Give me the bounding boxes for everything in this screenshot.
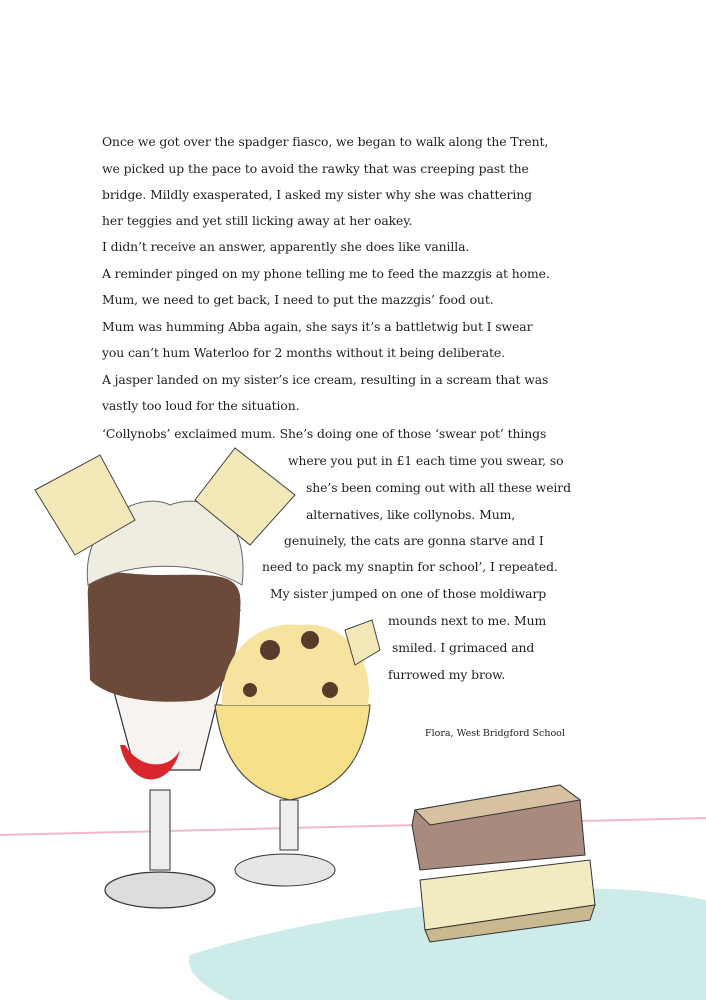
story-line: she’s been coming out with all these weird <box>306 480 571 495</box>
story-line: where you put in £1 each time you swear, so <box>288 453 564 468</box>
story-line: My sister jumped on one of those moldiwarp <box>270 586 547 601</box>
story-line: her teggies and yet still licking away at her oakey. <box>102 213 413 228</box>
author-attribution: Flora, West Bridgford School <box>425 728 565 739</box>
story-line: Once we got over the spadger fiasco, we began to walk along the Trent, <box>102 134 549 149</box>
story-line: need to pack my snaptin for school’, I repeated. <box>262 559 558 574</box>
story-line: we picked up the pace to avoid the rawky that was creeping past the <box>102 161 529 176</box>
story-line: furrowed my brow. <box>388 667 506 682</box>
story-line: you can’t hum Waterloo for 2 months without it being deliberate. <box>102 345 505 360</box>
story-line: A reminder pinged on my phone telling me to feed the mazzgis at home. <box>102 266 550 281</box>
story-line: A jasper landed on my sister’s ice cream, resulting in a scream that was <box>102 372 549 387</box>
story-line: I didn’t receive an answer, apparently she does like vanilla. <box>102 239 470 254</box>
table-edge-line <box>0 818 706 835</box>
story-line: genuinely, the cats are gonna starve and I <box>284 533 544 548</box>
story-line: bridge. Mildly exasperated, I asked my sister why she was chattering <box>102 187 532 202</box>
story-line: Mum, we need to get back, I need to put the mazzgis’ food out. <box>102 292 494 307</box>
yellow-sundae-icon <box>215 620 380 886</box>
story-line: smiled. I grimaced and <box>392 640 535 655</box>
story-line: mounds next to me. Mum <box>388 613 547 628</box>
story-line: vastly too loud for the situation. <box>102 398 300 413</box>
story-line: Mum was humming Abba again, she says it’s a battletwig but I swear <box>102 319 533 334</box>
wafer-sandwich-icon <box>412 785 595 942</box>
story-line: alternatives, like collynobs. Mum, <box>306 507 516 522</box>
story-line: ‘Collynobs’ exclaimed mum. She’s doing one of those ‘swear pot’ things <box>102 426 547 441</box>
